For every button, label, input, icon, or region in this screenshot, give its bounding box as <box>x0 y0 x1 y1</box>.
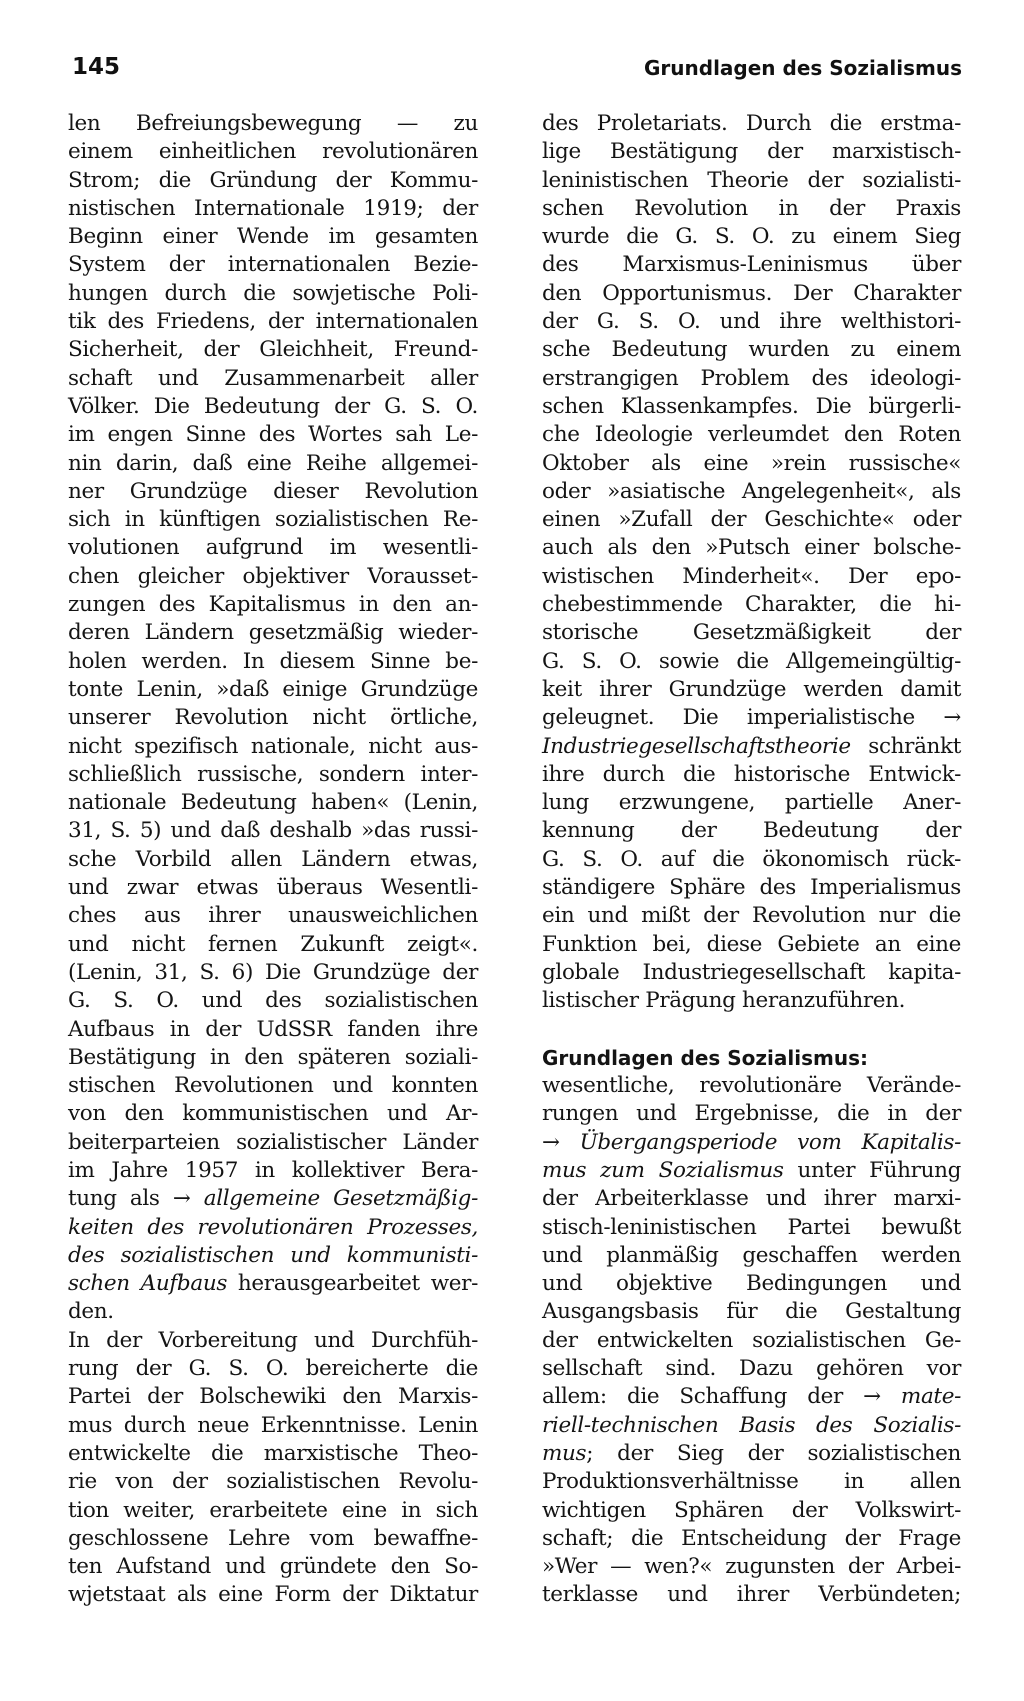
text-line: einen »Zufall der Geschichte« oder <box>542 507 961 533</box>
text-line: Funktion bei, diese Gebiete an eine <box>542 931 961 957</box>
text-line: Oktober als eine »rein russische« <box>542 450 961 476</box>
arrow-icon: → <box>542 1129 560 1155</box>
text-line: lung erzwungene, partielle Aner- <box>542 790 961 816</box>
cross-reference[interactable]: Übergangsperiode vom Kapitalis- <box>559 1129 961 1155</box>
text-line: ten Aufstand und gründete den So- <box>68 1554 478 1580</box>
text-line: tonte Lenin, »daß einige Grundzüge <box>68 676 478 702</box>
text-line: und zwar etwas überaus Wesentli- <box>68 875 478 901</box>
text-line: storische Gesetzmäßigkeit der <box>542 620 961 646</box>
text-line: entwickelte die marxistische Theo- <box>68 1440 478 1466</box>
text-line <box>542 733 961 761</box>
text-line: den Opportunismus. Der Charakter <box>542 280 961 306</box>
text-line: schaft und Zusammenarbeit aller <box>68 365 478 391</box>
text-line: mus durch neue Erkenntnisse. Lenin <box>68 1412 478 1438</box>
right-column <box>542 110 961 1610</box>
text-line: ständigere Sphäre des Imperialismus <box>542 875 961 901</box>
text-line: Völker. Die Bedeutung der G. S. O. <box>68 393 478 419</box>
text-line: rie von der sozialistischen Revolu- <box>68 1469 478 1495</box>
text-line: ihre durch die historische Entwick- <box>542 761 961 787</box>
text-line: che Ideologie verleumdet den Roten <box>542 422 961 448</box>
text-line: ein und mißt der Revolution nur die <box>542 903 961 929</box>
cross-reference[interactable]: mus <box>542 1440 587 1466</box>
text-line: System der internationalen Bezie- <box>68 252 478 278</box>
text-span: schränkt <box>850 733 961 759</box>
text-line: unserer Revolution nicht örtliche, <box>68 705 478 731</box>
cross-reference[interactable]: keiten des revolutionären Prozesses, <box>68 1214 478 1240</box>
text-line: Ausgangsbasis für die Gestaltung <box>542 1299 961 1325</box>
text-span: unter Führung <box>783 1157 961 1183</box>
text-span: herausgearbeitet wer- <box>227 1271 478 1297</box>
arrow-icon: → <box>172 1186 191 1212</box>
left-column-lines <box>68 110 478 1185</box>
running-title: Grundlagen des Sozialismus <box>644 56 962 80</box>
text-line: stisch-leninistischen Partei bewußt <box>542 1214 961 1240</box>
text-line: wjetstaat als eine Form der Diktatur <box>68 1582 478 1608</box>
paragraph-gap <box>542 1016 961 1044</box>
text-line <box>542 704 961 732</box>
arrow-icon: → <box>943 705 961 731</box>
text-line: der Arbeiterklasse und ihrer marxi- <box>542 1186 961 1212</box>
text-line: Strom; die Gründung der Kommu- <box>68 167 478 193</box>
cross-reference[interactable]: mus zum Sozialismus <box>542 1157 784 1183</box>
text-line: wesentliche, revolutionäre Verände- <box>542 1073 961 1099</box>
text-line <box>542 1383 961 1411</box>
text-line: sche Bedeutung wurden zu einem <box>542 337 961 363</box>
text-line: chebestimmende Charakter, die hi- <box>542 592 961 618</box>
text-line: 31, S. 5) und daß deshalb »das russi- <box>68 818 478 844</box>
text-line: »Wer — wen?« zugunsten der Arbei- <box>542 1554 961 1580</box>
text-line <box>68 1185 478 1213</box>
text-line: listischer Prägung heranzuführen. <box>542 988 906 1014</box>
text-line: sche Vorbild allen Ländern etwas, <box>68 846 478 872</box>
text-line: ches aus ihrer unausweichlichen <box>68 903 478 929</box>
text-line: globale Industriegesellschaft kapita- <box>542 959 961 985</box>
text-line: Aufbaus in der UdSSR fanden ihre <box>68 1016 478 1042</box>
text-line: keit ihrer Grundzüge werden damit <box>542 676 961 702</box>
text-line: nin darin, daß eine Reihe allgemei- <box>68 450 478 476</box>
text-line: nicht spezifisch nationale, nicht aus- <box>68 733 478 759</box>
text-line: wistischen Minderheit«. Der epo- <box>542 563 961 589</box>
text-line: G. S. O. auf die ökonomisch rück- <box>542 846 961 872</box>
text-line <box>68 1270 478 1298</box>
text-line: einem einheitlichen revolutionären <box>68 139 478 165</box>
text-span: ; der Sieg der sozialistischen <box>586 1440 961 1466</box>
text-line: schen Revolution in der Praxis <box>542 195 961 221</box>
text-line: der G. S. O. und ihre welthistori- <box>542 309 961 335</box>
text-line: hungen durch die sowjetische Poli- <box>68 280 478 306</box>
text-line: der entwickelten sozialistischen Ge- <box>542 1327 961 1353</box>
text-line: rung der G. S. O. bereicherte die <box>68 1356 478 1382</box>
text-line: tik des Friedens, der internationalen <box>68 309 478 335</box>
text-line: (Lenin, 31, S. 6) Die Grundzüge der <box>68 959 478 985</box>
text-line: schaft; die Entscheidung der Frage <box>542 1525 961 1551</box>
text-line: lige Bestätigung der marxistisch- <box>542 139 961 165</box>
text-line: terklasse und ihrer Verbündeten; <box>542 1582 961 1608</box>
cross-reference[interactable]: schen Aufbaus <box>68 1271 227 1297</box>
text-line: Partei der Bolschewiki den Marxis- <box>68 1384 478 1410</box>
text-line: oder »asiatische Angelegenheit«, als <box>542 478 961 504</box>
page-header <box>68 50 962 90</box>
text-line: Bestätigung in den späteren soziali- <box>68 1044 478 1070</box>
text-line: chen gleicher objektiver Vorausset- <box>68 563 478 589</box>
cross-reference[interactable]: Industriegesellschaftstheorie <box>542 733 851 759</box>
text-line <box>542 1157 961 1185</box>
text-span: allem: die Schaffung der <box>542 1384 864 1410</box>
text-line <box>542 1440 961 1468</box>
text-line: volutionen aufgrund im wesentli- <box>68 535 478 561</box>
page-number: 145 <box>72 54 121 80</box>
text-line: sellschaft sind. Dazu gehören vor <box>542 1356 961 1382</box>
text-line: leninistischen Theorie der sozialisti- <box>542 167 961 193</box>
text-span: tung als <box>68 1186 173 1212</box>
text-line: wurde die G. S. O. zu einem Sieg <box>542 224 961 250</box>
text-line: Sicherheit, der Gleichheit, Freund- <box>68 337 478 363</box>
entry-headword: Grundlagen des Sozialismus: <box>542 1045 868 1070</box>
text-line: G. S. O. sowie die Allgemeingültig- <box>542 648 961 674</box>
text-line: zungen des Kapitalismus in den an- <box>68 592 478 618</box>
text-line: auch als den »Putsch einer bolsche- <box>542 535 961 561</box>
text-line: des Proletariats. Durch die erstma- <box>542 111 961 136</box>
text-line: von den kommunistischen und Ar- <box>68 1101 478 1127</box>
text-line: deren Ländern gesetzmäßig wieder- <box>68 620 478 646</box>
text-span: geleugnet. Die imperialistische <box>542 705 944 731</box>
text-line: stischen Revolutionen und konnten <box>68 1073 478 1099</box>
text-line: holen werden. In diesem Sinne be- <box>68 648 478 674</box>
text-line: rungen und Ergebnisse, die in der <box>542 1101 961 1127</box>
cross-reference[interactable]: mate- <box>880 1384 961 1410</box>
text-line: wichtigen Sphären der Volkswirt- <box>542 1497 961 1523</box>
text-line: den. <box>68 1299 114 1325</box>
text-line: ner Grundzüge dieser Revolution <box>68 478 478 504</box>
text-line: nationale Bedeutung haben« (Lenin, <box>68 790 478 816</box>
text-line: des Marxismus-Leninismus über <box>542 252 961 278</box>
text-line: len Befreiungsbewegung — zu <box>68 111 478 136</box>
text-line: und nicht fernen Zukunft zeigt«. <box>68 931 478 957</box>
text-line: tion weiter, erarbeitete eine in sich <box>68 1497 478 1523</box>
text-line: erstrangigen Problem des ideologi- <box>542 365 961 391</box>
text-line: und planmäßig geschaffen werden <box>542 1242 961 1268</box>
text-line: schließlich russische, sondern inter- <box>68 761 478 787</box>
text-line: und objektive Bedingungen und <box>542 1271 961 1297</box>
cross-reference[interactable]: allgemeine Gesetzmäßig- <box>203 1186 478 1212</box>
text-line: sich in künftigen sozialistischen Re- <box>68 507 478 533</box>
text-line: im Jahre 1957 in kollektiver Bera- <box>68 1157 478 1183</box>
text-line: kennung der Bedeutung der <box>542 818 961 844</box>
text-line: im engen Sinne des Wortes sah Le- <box>68 422 478 448</box>
text-line: schen Klassenkampfes. Die bürgerli- <box>542 393 961 419</box>
text-line <box>542 1129 961 1157</box>
text-line: geschlossene Lehre vom bewaffne- <box>68 1525 478 1551</box>
left-column <box>68 110 478 1610</box>
cross-reference[interactable]: des sozialistischen und kommunisti- <box>68 1242 478 1268</box>
text-line: Produktionsverhältnisse in allen <box>542 1469 961 1495</box>
text-line: beiterparteien sozialistischer Länder <box>68 1129 478 1155</box>
text-line: Beginn einer Wende im gesamten <box>68 224 478 250</box>
text-line: G. S. O. und des sozialistischen <box>68 988 478 1014</box>
arrow-icon: → <box>863 1384 881 1410</box>
text-line: In der Vorbereitung und Durchfüh- <box>68 1327 478 1353</box>
text-line: nistischen Internationale 1919; der <box>68 195 478 221</box>
cross-reference[interactable]: riell-technischen Basis des Sozialis- <box>542 1412 961 1438</box>
